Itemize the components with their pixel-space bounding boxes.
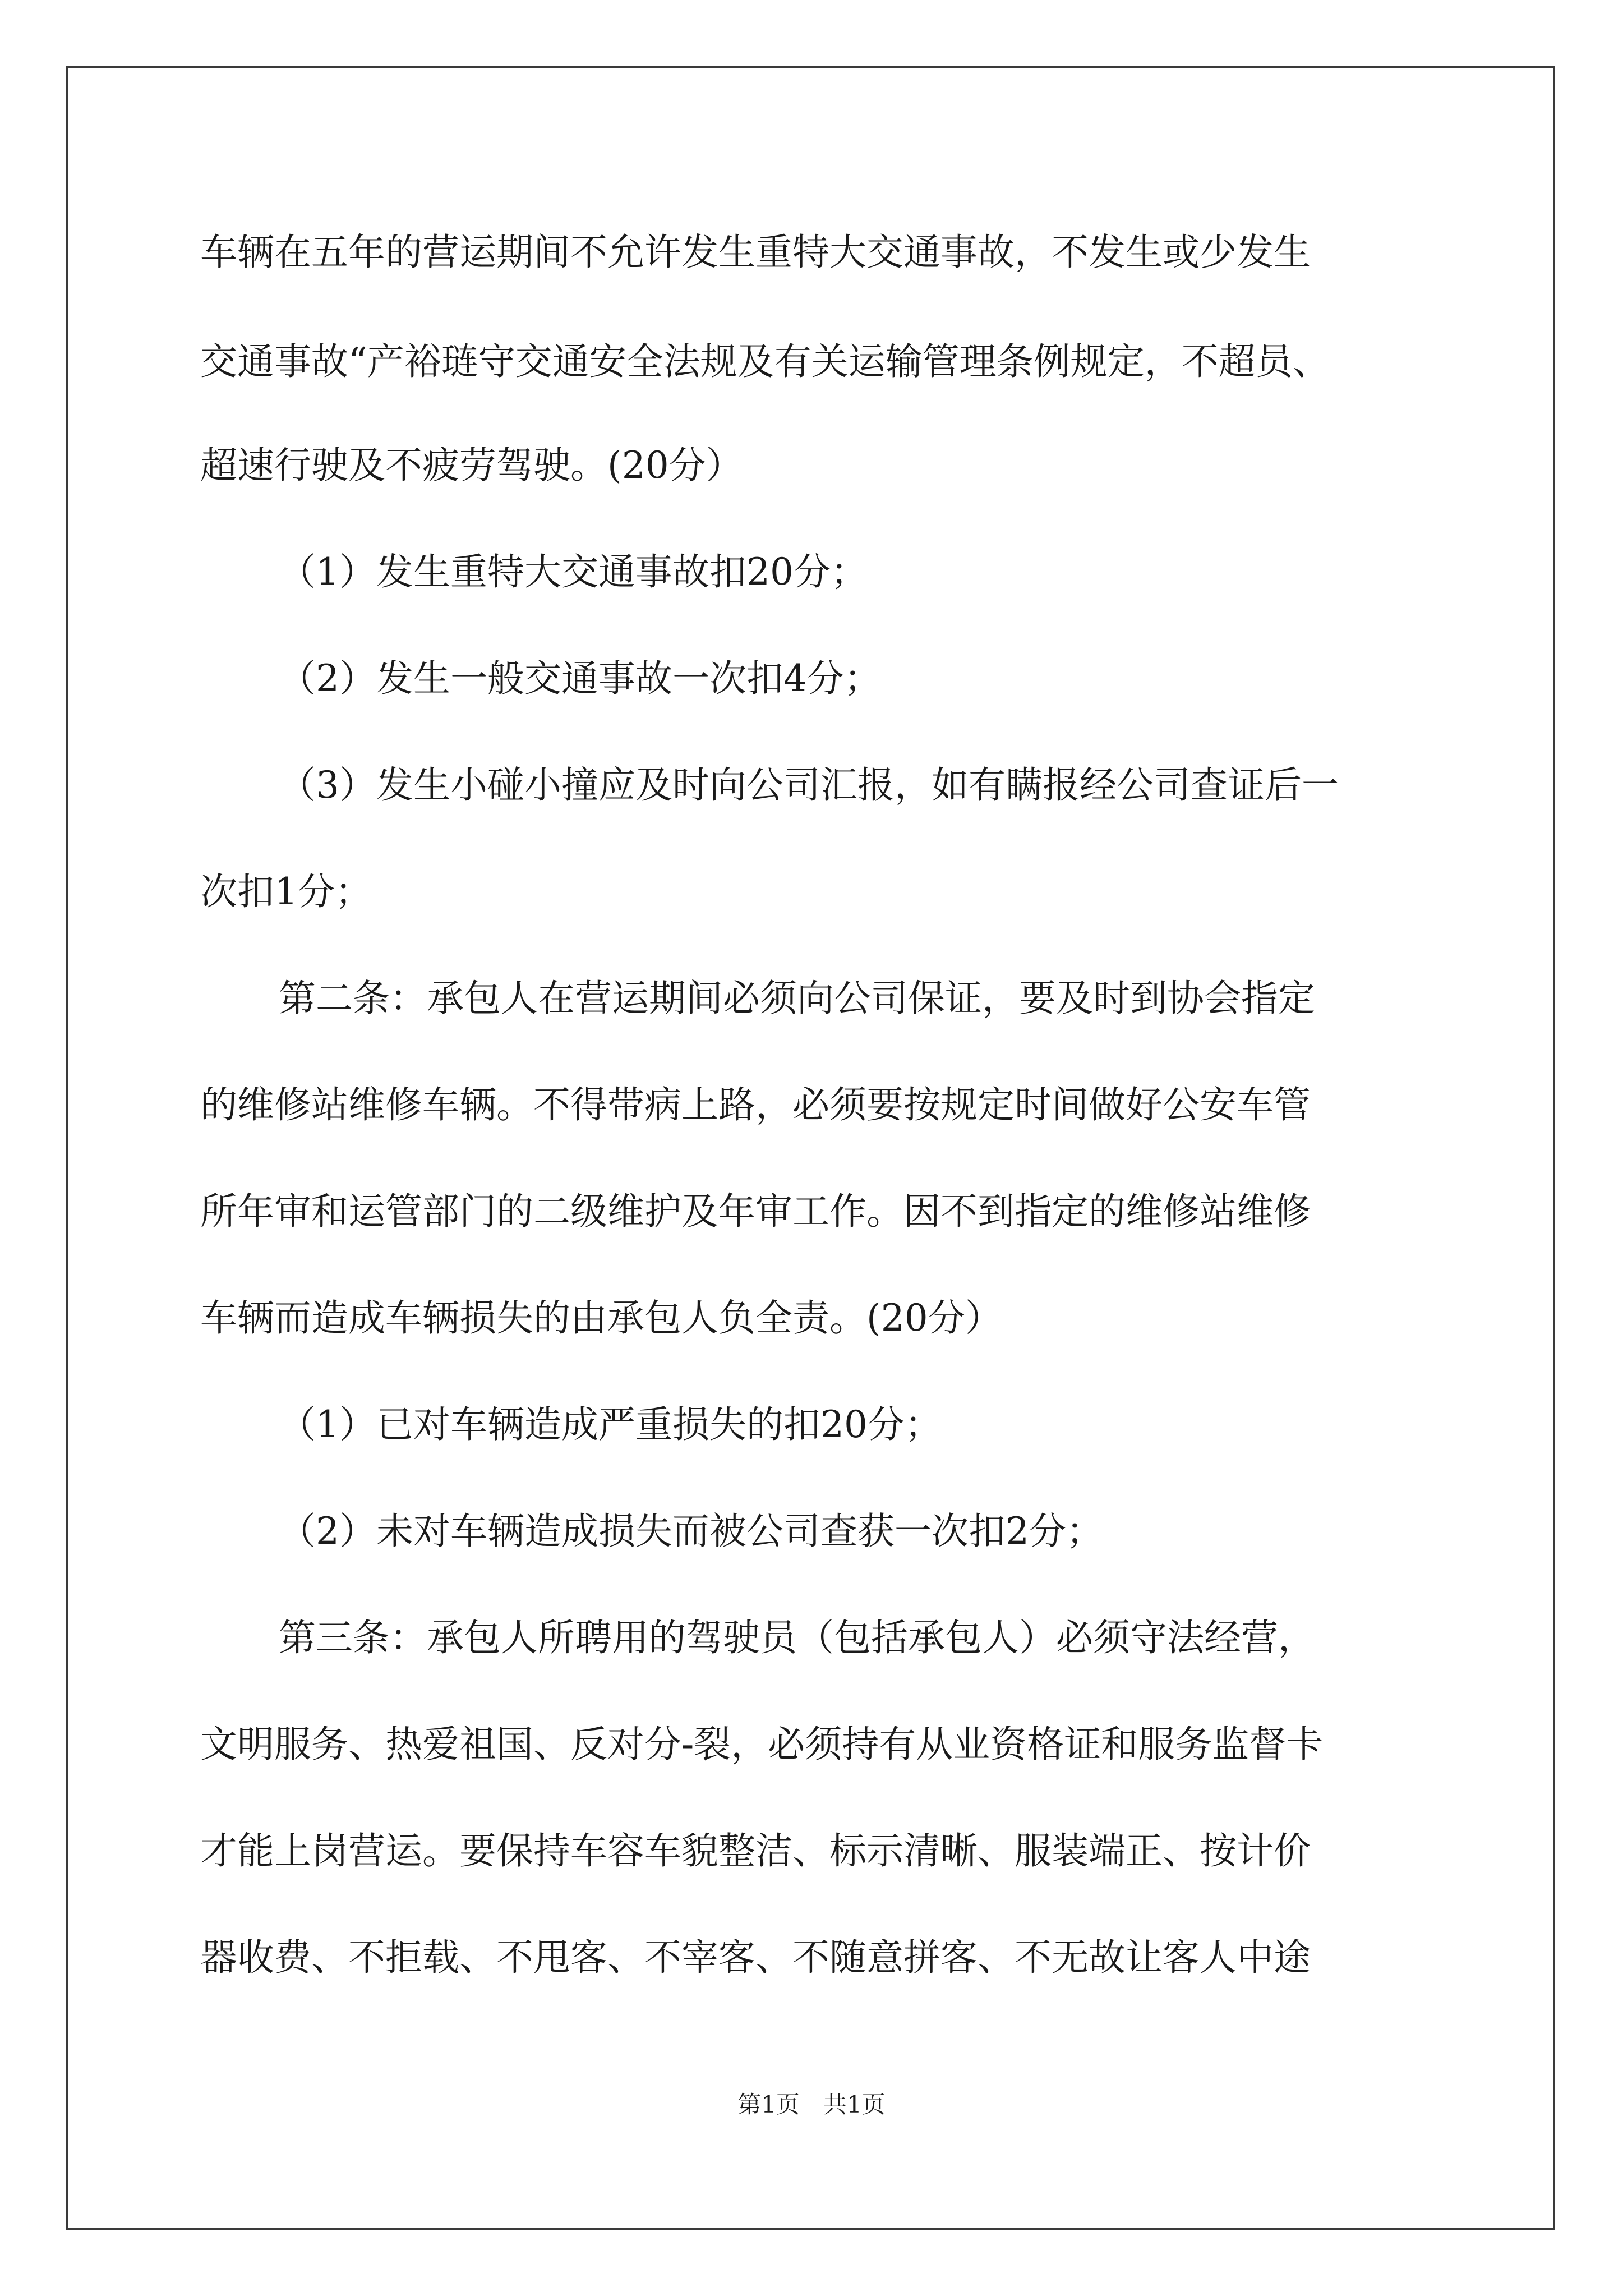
page-border: [66, 66, 1555, 2230]
page-number: 第1页 共1页: [737, 2091, 886, 2118]
